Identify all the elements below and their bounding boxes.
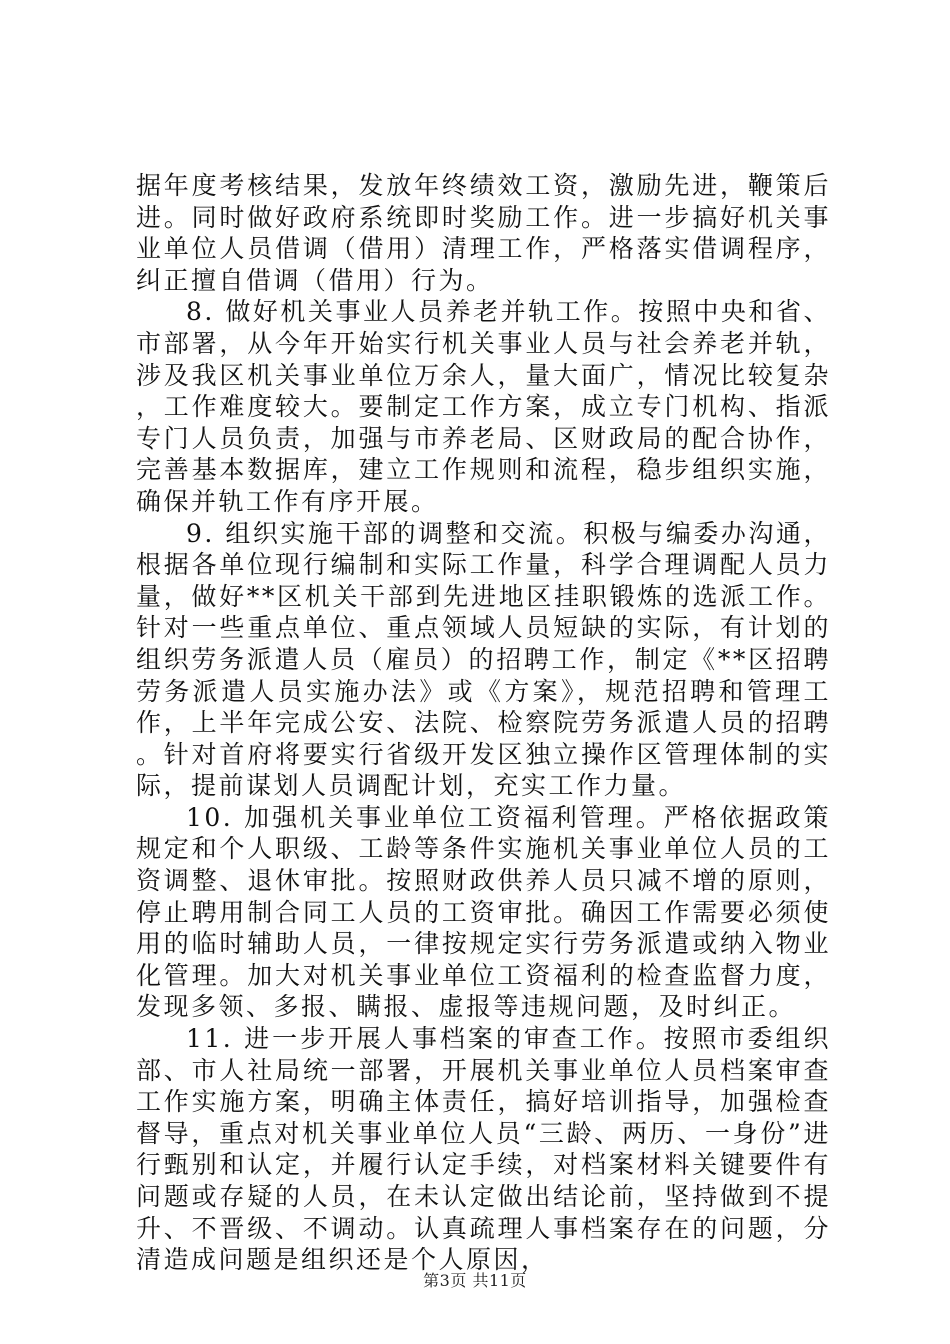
document-body [136,170,831,1276]
paragraph-item-9: 9. 组织实施干部的调整和交流。积极与编委办沟通，根据各单位现行编制和实际工作量，科学合理调配人员力量，做好**区机关干部到先进地区挂职锻炼的选派工作。针对一些重点单位、重点领域人员短缺的实际，有计划的组织劳务派遣人员（雇员）的招聘工作，制定《**区招聘劳务派遣人员实施办法》或《方案》，规范招聘和管理工作，上半年完成公安、法院、检察院劳务派遣人员的招聘。针对首府将要实行省级开发区独立操作区管理体制的实际，提前谋划人员调配计划，充实工作力量。 [136,518,831,801]
paragraph-item-8: 8. 做好机关事业人员养老并轨工作。按照中央和省、市部署，从今年开始实行机关事业人员与社会养老并轨，涉及我区机关事业单位万余人，量大面广，情况比较复杂，工作难度较大。要制定工作方案，成立专门机构、指派专门人员负责，加强与市养老局、区财政局的配合协作，完善基本数据库，建立工作规则和流程，稳步组织实施，确保并轨工作有序开展。 [136,297,831,516]
paragraph-continuation: 据年度考核结果，发放年终绩效工资，激励先进，鞭策后进。同时做好政府系统即时奖励工作。进一步搞好机关事业单位人员借调（借用）清理工作，严格落实借调程序，纠正擅自借调（借用）行为。 [136,171,831,295]
page-number-footer: 第3页 共11页 [423,1271,527,1290]
paragraph-item-10: 10. 加强机关事业单位工资福利管理。严格依据政策规定和个人职级、工龄等条件实施机关事业单位人员的工资调整、退休审批。按照财政供养人员只减不增的原则，停止聘用制合同工人员的工资审批。确因工作需要必须使用的临时辅助人员，一律按规定实行劳务派遣或纳入物业化管理。加大对机关事业单位工资福利的检查监督力度，发现多领、多报、瞒报、虚报等违规问题，及时纠正。 [136,802,831,1022]
paragraph-item-11: 11. 进一步开展人事档案的审查工作。按照市委组织部、市人社局统一部署，开展机关事业单位人员档案审查工作实施方案，明确主体责任，搞好培训指导，加强检查督导，重点对机关事业单位人员“三龄、两历、一身份”进行甄别和认定，并履行认定手续，对档案材料关键要件有问题或存疑的人员，在未认定做出结论前，坚持做到不提升、不晋级、不调动。认真疏理人事档案存在的问题，分清造成问题是组织还是个人原因， [136,1024,831,1275]
